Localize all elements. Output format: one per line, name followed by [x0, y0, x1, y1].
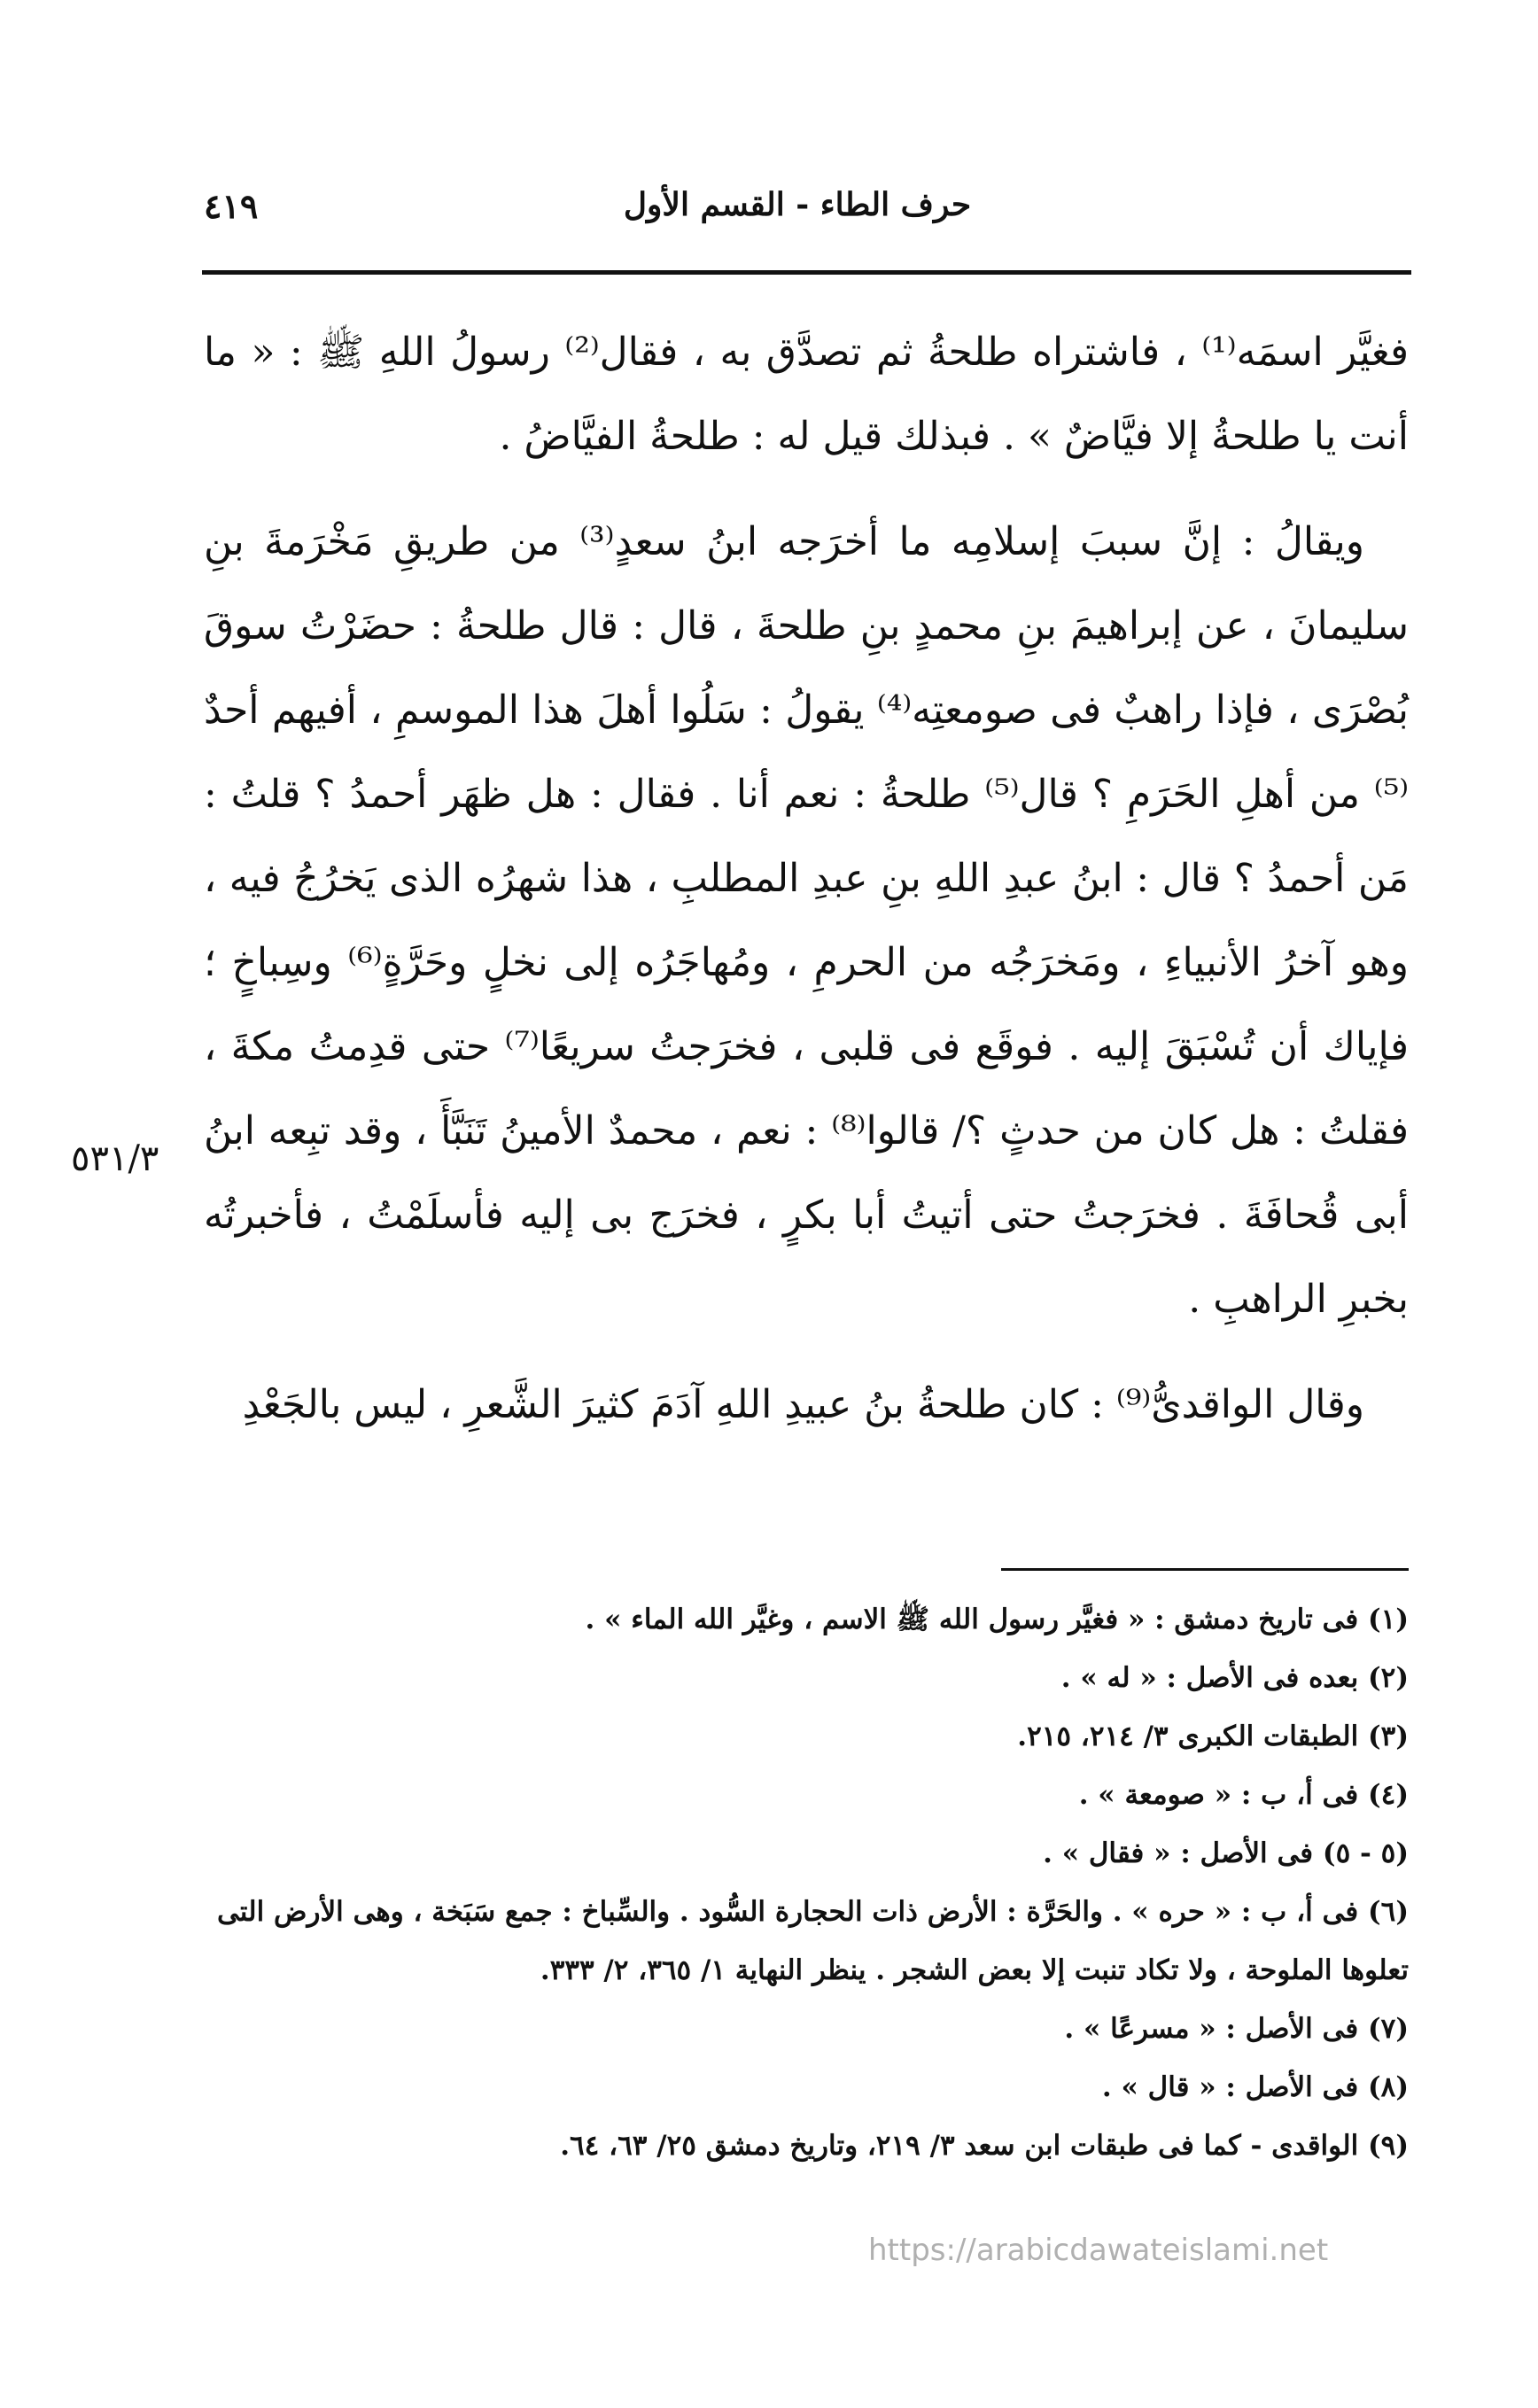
main-text — [204, 310, 1409, 1468]
paragraph-2: ويقالُ : إنَّ سببَ إسلامِه ما أخرَجه ابنُ سعدٍ⁽³⁾ من طريقِ مَخْرَمةَ بنِ سليمانَ ، عن إبراهيمَ بنِ محمدٍ بنِ طلحةَ ، قال : قال طلحةُ : حضَرْتُ سوقَ بُصْرَى ، فإذا راهبٌ فى صومعتِه⁽⁴⁾ يقولُ : سَلُوا أهلَ هذا الموسمِ ، أفيهم أحدٌ ⁽⁵⁾ من أهلِ الحَرَمِ ؟ قال⁽⁵⁾ طلحةُ : نعم أنا . فقال : هل ظهَر أحمدُ ؟ قلتُ : مَن أحمدُ ؟ قال : ابنُ عبدِ اللهِ بنِ عبدِ المطلبِ ، هذا شهرُه الذى يَخرُجُ فيه ، وهو آخرُ الأنبياءِ ، ومَخرَجُه من الحرمِ ، ومُهاجَرُه إلى نخلٍ وحَرَّةٍ⁽⁶⁾ وسِباخٍ ؛ فإياك أن تُسْبَقَ إليه . فوقَع فى قلبى ، فخرَجتُ سريعًا⁽⁷⁾ حتى قدِمتُ مكةَ ، فقلتُ : هل كان من حدثٍ ؟/ قالوا⁽⁸⁾ : نعم ، محمدٌ الأمينُ تَنَبَّأَ ، وقد تبِعه ابنُ أبى قُحافَةَ . فخرَجتُ حتى أتيتُ أبا بكرٍ ، فخرَج بى إليه فأسلَمْتُ ، فأخبرتُه بخبرِ الراهبِ . — [204, 519, 1410, 1322]
watermark-url: https://arabicdawateislami.net — [868, 2233, 1329, 2268]
footnote-2: (٢) بعده فى الأصل : « له » . — [1060, 1662, 1409, 1694]
footnote-1: (١) فى تاريخ دمشق : « فغيَّر رسول الله ﷺ الاسم ، وغيَّر الله الماء » . — [585, 1604, 1409, 1635]
footnote-6: (٦) فى أ، ب : « حره » . والحَرَّة : الأرض ذات الحجارة السُّود . والسِّباخ : جمع سَبَخة ، وهى الأرض التى تعلوها الملوحة ، ولا تكاد تنبت إلا بعض الشجر . ينظر النهاية ١/ ٣٦٥، ٢/ ٣٣٣. — [216, 1896, 1409, 1986]
header-divider — [202, 270, 1411, 275]
footnote-3: (٣) الطبقات الكبرى ٣/ ٢١٤، ٢١٥. — [1017, 1721, 1409, 1752]
footnotes-divider — [1001, 1568, 1409, 1571]
page-number: ٤١٩ — [204, 186, 259, 226]
paragraph-3: وقال الواقدىُّ⁽⁹⁾ : كان طلحةُ بنُ عبيدِ اللهِ آدَمَ كثيرَ الشَّعرِ ، ليس بالجَعْدِ — [242, 1382, 1364, 1427]
footnote-5: (٥ - ٥) فى الأصل : « فقال » . — [1043, 1837, 1409, 1869]
footnote-7: (٧) فى الأصل : « مسرعًا » . — [1064, 2013, 1409, 2045]
margin-reference: ٥٣١/٣ — [71, 1138, 159, 1179]
paragraph-1: فغيَّر اسمَه⁽¹⁾ ، فاشتراه طلحةُ ثم تصدَّق به ، فقال⁽²⁾ رسولُ اللهِ ﷺ : « ما أنت يا طلحةُ إلا فيَّاضٌ » . فبذلك قيل له : طلحةُ الفيَّاضُ . — [204, 330, 1410, 459]
running-header-title: حرف الطاء - القسم الأول — [623, 186, 972, 223]
footnote-9: (٩) الواقدى - كما فى طبقات ابن سعد ٣/ ٢١٩، وتاريخ دمشق ٢٥/ ٦٣، ٦٤. — [560, 2130, 1409, 2162]
footnote-4: (٤) فى أ، ب : « صومعة » . — [1078, 1779, 1409, 1811]
footnotes — [204, 1590, 1409, 2175]
footnote-8: (٨) فى الأصل : « قال » . — [1101, 2071, 1409, 2103]
